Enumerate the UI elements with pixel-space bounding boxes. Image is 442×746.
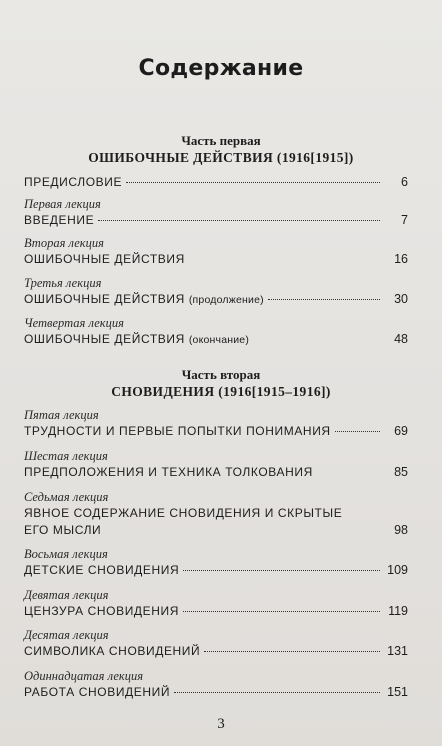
part-title: СНОВИДЕНИЯ (1916[1915–1916])	[111, 384, 331, 399]
dot-leader	[174, 692, 380, 693]
entry-page: 30	[394, 292, 408, 306]
toc-entry[interactable]	[24, 547, 408, 579]
page-title: Содержание	[138, 56, 304, 81]
toc-entry[interactable]	[24, 588, 408, 620]
entry-title: ЯВНОЕ СОДЕРЖАНИЕ СНОВИДЕНИЯ И СКРЫТЫЕ	[24, 506, 343, 520]
entry-page: 85	[394, 465, 408, 479]
entry-title: ПРЕДИСЛОВИЕ	[24, 175, 123, 189]
toc-entry[interactable]	[24, 628, 408, 660]
toc-entry[interactable]	[24, 174, 408, 191]
entry-page: 48	[394, 332, 408, 346]
entry-title: ЦЕНЗУРА СНОВИДЕНИЯ	[24, 604, 180, 618]
entry-subtitle: (окончание)	[188, 334, 250, 346]
toc-entry[interactable]	[24, 236, 408, 268]
entry-title: ОШИБОЧНЫЕ ДЕЙСТВИЯ	[24, 332, 185, 346]
entry-title: РАБОТА СНОВИДЕНИЙ	[24, 685, 171, 699]
toc-entry[interactable]	[24, 490, 408, 539]
entry-page: 7	[401, 213, 408, 227]
lecture-label: Восьмая лекция	[24, 547, 108, 561]
entry-title: ОШИБОЧНЫЕ ДЕЙСТВИЯ	[24, 252, 185, 266]
part-label: Часть вторая	[181, 367, 261, 382]
lecture-label: Одиннадцатая лекция	[24, 669, 144, 683]
part-heading-1	[0, 132, 442, 167]
part-title: ОШИБОЧНЫЕ ДЕЙСТВИЯ (1916[1915])	[88, 150, 354, 165]
entry-page: 131	[387, 644, 408, 658]
lecture-label: Третья лекция	[24, 276, 102, 290]
dot-leader	[204, 651, 380, 652]
page-number: 3	[217, 716, 225, 732]
toc-entry[interactable]	[24, 408, 408, 440]
entry-title-cont: ЕГО МЫСЛИ	[24, 523, 102, 537]
entry-page: 119	[388, 604, 408, 618]
entry-page: 151	[387, 685, 408, 699]
dot-leader	[98, 220, 380, 221]
dot-leader	[335, 431, 380, 432]
toc-entry[interactable]	[24, 669, 408, 701]
part-label: Часть первая	[181, 133, 261, 148]
entry-page: 16	[394, 252, 408, 266]
lecture-label: Седьмая лекция	[24, 490, 109, 504]
entry-subtitle: (продолжение)	[188, 294, 264, 306]
entry-title: ДЕТСКИЕ СНОВИДЕНИЯ	[24, 563, 180, 577]
dot-leader	[183, 611, 380, 612]
entry-title: ВВЕДЕНИЕ	[24, 213, 95, 227]
toc-entry[interactable]	[24, 449, 408, 481]
entry-page: 6	[401, 175, 408, 189]
lecture-label: Шестая лекция	[24, 449, 108, 463]
dot-leader	[183, 570, 380, 571]
lecture-label: Пятая лекция	[24, 408, 99, 422]
lecture-label: Четвертая лекция	[24, 316, 124, 330]
entry-page: 69	[394, 424, 408, 438]
entry-page: 109	[387, 563, 408, 577]
entry-page: 98	[394, 523, 408, 537]
lecture-label: Девятая лекция	[24, 588, 109, 602]
toc-entry[interactable]	[24, 316, 408, 349]
entry-title: ТРУДНОСТИ И ПЕРВЫЕ ПОПЫТКИ ПОНИМАНИЯ	[24, 424, 331, 438]
lecture-label: Десятая лекция	[24, 628, 109, 642]
entry-title: СИМВОЛИКА СНОВИДЕНИЙ	[24, 644, 201, 658]
entry-title: ОШИБОЧНЫЕ ДЕЙСТВИЯ	[24, 292, 185, 306]
toc-entry[interactable]	[24, 197, 408, 229]
toc-entry[interactable]	[24, 276, 408, 309]
dot-leader	[126, 182, 380, 183]
entry-title: ПРЕДПОЛОЖЕНИЯ И ТЕХНИКА ТОЛКОВАНИЯ	[24, 465, 313, 479]
dot-leader	[268, 299, 380, 300]
lecture-label: Вторая лекция	[24, 236, 104, 250]
part-heading-2	[0, 366, 442, 401]
lecture-label: Первая лекция	[24, 197, 101, 211]
